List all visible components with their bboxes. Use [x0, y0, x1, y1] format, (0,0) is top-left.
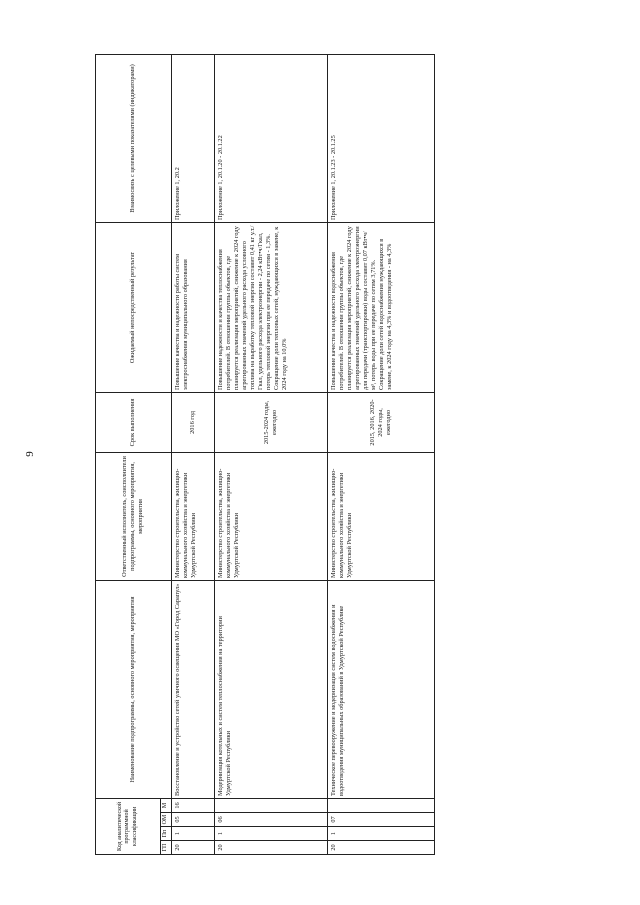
cell-deadline: 2016 год [171, 392, 214, 452]
cell-link: Приложение 1, 20.2 [171, 54, 214, 222]
table-row [327, 54, 434, 854]
cell-deadline: 2015-2024 годы, ежегодно [214, 392, 327, 452]
cell-executor: Министерство строительства, жилищно-коммунального хозяйства и энергетики Удмуртской Республики [214, 452, 327, 580]
header-gp: ГП [161, 841, 172, 855]
cell-pp: 1 [214, 827, 327, 841]
header-deadline: Срок выполнения [96, 392, 172, 452]
cell-om: 06 [214, 813, 327, 827]
cell-executor: Министерство строительства, жилищно-коммунального хозяйства и энергетики Удмуртской Республики [171, 452, 214, 580]
cell-pp: 1 [327, 827, 434, 841]
header-link: Взаимосвязь с целевыми показателями (индикаторами) [96, 54, 172, 222]
header-m: М [161, 798, 172, 812]
cell-result: Повышение качества и надежности водоснабжения потребителей. В отношении группы объектов, где планируется реализация мероприятий, снижение к 2024 году агрегированных значений удельного расхода электроэнергии для передачи (транспортировки) воды составит 0,07 кВт•ч/м³, потерь воды при ее передаче по сетям 3,71%. Сокращение доли сетей водоснабжения нуждающихся в замене, к 2024 году на 4,3% и водоотведения - на 4,3% [327, 222, 434, 392]
cell-result: Повышение качества и надежности работы систем электроснабжения муниципального образования [171, 222, 214, 392]
header-executor: Ответственный исполнитель, соисполнители подпрограммы, основного мероприятия, мероприятия [96, 452, 172, 580]
header-name: Наименование подпрограммы, основного мероприятия, мероприятия [96, 580, 172, 798]
cell-om: 07 [327, 813, 434, 827]
cell-executor: Министерство строительства, жилищно-коммунального хозяйства и энергетики Удмуртской Республики [327, 452, 434, 580]
cell-m [327, 798, 434, 812]
cell-gp: 20 [171, 841, 214, 855]
table-row [171, 54, 214, 854]
cell-m [214, 798, 327, 812]
header-result: Ожидаемый непосредственный результат [96, 222, 172, 392]
page-number: 9 [24, 451, 36, 457]
cell-name: Модернизация котельных и систем теплоснабжения на территории Удмуртской Республики [214, 580, 327, 798]
cell-deadline: 2015, 2016, 2020-2024 годы, ежегодно [327, 392, 434, 452]
cell-m: 16 [171, 798, 214, 812]
rotated-table-wrapper [95, 55, 410, 855]
cell-pp: 1 [171, 827, 214, 841]
cell-result: Повышение надежности и качества теплоснабжения потребителей. В отношении группы объектов, где планируется реализация мероприятий, снижение к 2024 году агрегированных значений удельного расхода условного топлива на выработку тепловой энергии составит 0,41 кг у.т./Гкал, удельного расхода электроэнергии - 2,24 кВт•ч/Гкал, потерь тепловой энергии при ее передаче по сетям - 1,3%. Сокращение доли тепловых сетей, нуждающихся в замене, к 2024 году на 10,0% [214, 222, 327, 392]
cell-name: Техническое перевооружение и модернизация систем водоснабжения и водоотведения муниципальных образований в Удмуртской Республике [327, 580, 434, 798]
cell-name: Восстановление и устройство сетей уличного освещения МО «Город Сарапул» [171, 580, 214, 798]
cell-link: Приложение 1, 20.1.20 - 20.1.22 [214, 54, 327, 222]
header-code: Код аналитической программной классификации [96, 798, 161, 854]
program-measures-table [95, 54, 435, 855]
cell-gp: 20 [214, 841, 327, 855]
cell-link: Приложение 1, 20.1.23 - 20.1.25 [327, 54, 434, 222]
cell-gp: 20 [327, 841, 434, 855]
table-row [214, 54, 327, 854]
header-pp: Пп [161, 827, 172, 841]
header-om: ОМ [161, 813, 172, 827]
cell-om: 05 [171, 813, 214, 827]
